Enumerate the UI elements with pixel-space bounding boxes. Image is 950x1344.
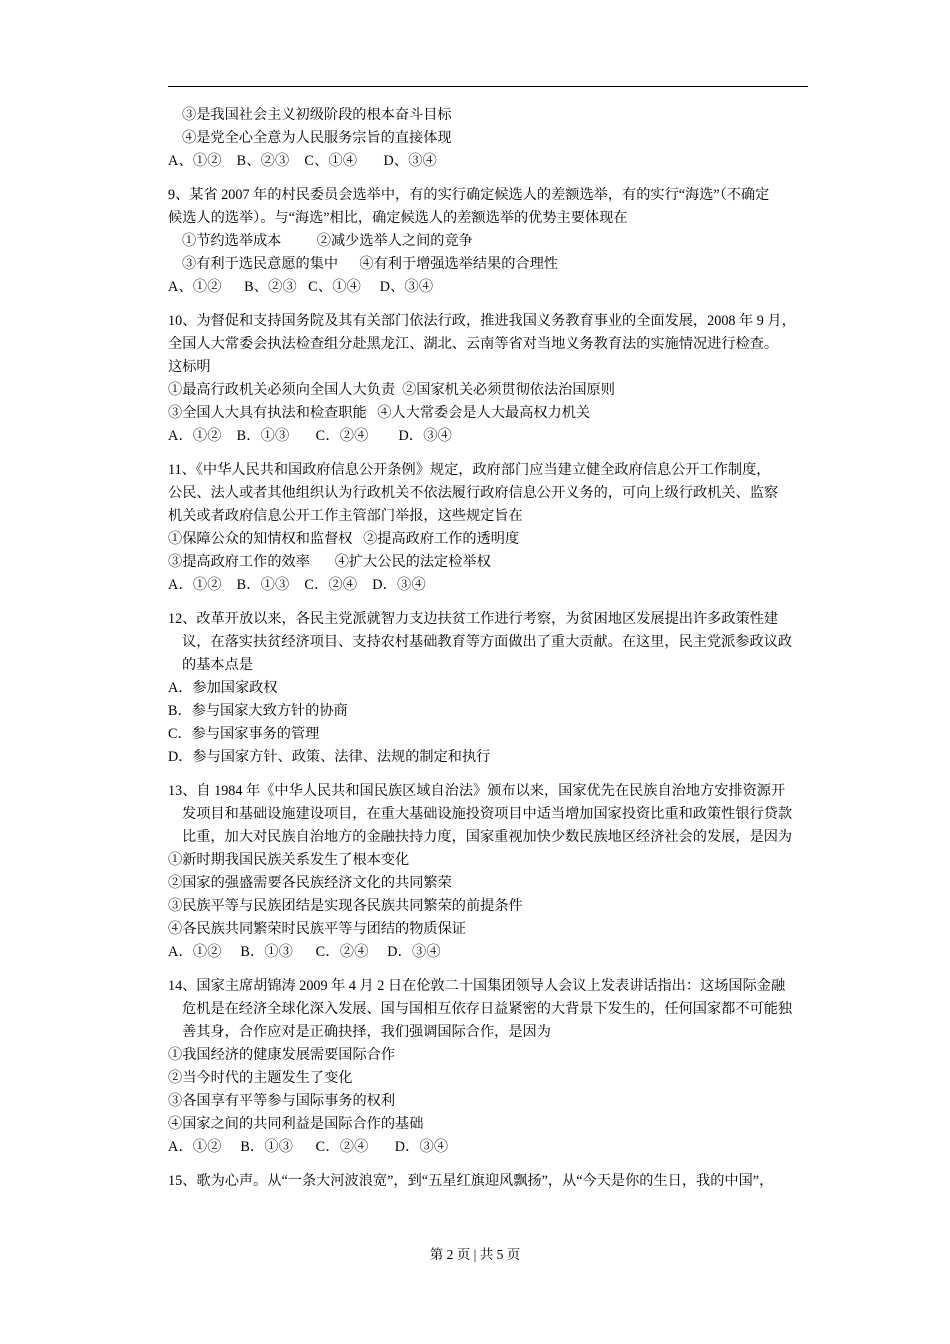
text-line: ③民族平等与民族团结是实现各民族共同繁荣的前提条件 xyxy=(168,898,523,914)
text-line: ④是党全心全意为人民服务宗旨的直接体现 xyxy=(182,130,452,146)
text-line: ①新时期我国民族关系发生了根本变化 xyxy=(168,852,410,868)
answer-options: A．①② B．①③ C．②④ D．③④ xyxy=(168,1139,449,1155)
spacer xyxy=(168,302,816,310)
question-12 xyxy=(168,608,816,769)
spacer xyxy=(168,1162,816,1170)
spacer xyxy=(168,967,816,975)
text-line: ②当今时代的主题发生了变化 xyxy=(168,1070,353,1086)
text-line: 13、自 1984 年《中华人民共和国民族区域自治法》颁布以来，国家优先在民族自治地方安排资源开 xyxy=(168,783,786,799)
answer-option-b: B．参与国家大致方针的协商 xyxy=(168,703,348,719)
text-line: 比重，加大对民族自治地方的金融扶持力度，国家重视加快少数民族地区经济社会的发展，是因为 xyxy=(182,829,793,845)
text-line: 发项目和基础设施建设项目，在重大基础设施投资项目中适当增加国家投资比重和政策性银行贷款 xyxy=(182,806,793,822)
answer-options: A、①② B、②③ C、①④ D、③④ xyxy=(168,153,438,169)
carryover-options xyxy=(168,104,816,173)
answer-options: A．①② B．①③ C．②④ D．③④ xyxy=(168,428,453,444)
text-line: 9、某省 2007 年的村民委员会选举中，有的实行确定候选人的差额选举，有的实行“海选”（不确定 xyxy=(168,187,770,203)
question-13 xyxy=(168,780,816,964)
spacer xyxy=(168,772,816,780)
answer-options: A．①② B．①③ C．②④ D．③④ xyxy=(168,577,426,593)
text-line: 候选人的选举）。与“海选”相比，确定候选人的差额选举的优势主要体现在 xyxy=(168,210,628,226)
text-line: 10、为督促和支持国务院及其有关部门依法行政，推进我国义务教育事业的全面发展，2008 年 9 月， xyxy=(168,313,796,329)
text-line: 14、国家主席胡锦涛 2009 年 4 月 2 日在伦敦二十国集团领导人会议上发表讲话指出：这场国际金融 xyxy=(168,978,786,994)
text-line: ③各国享有平等参与国际事务的权利 xyxy=(168,1093,396,1109)
spacer xyxy=(168,451,816,459)
text-line: ①最高行政机关必须向全国人大负责 ②国家机关必须贯彻依法治国原则 xyxy=(168,382,615,398)
text-line: ②国家的强盛需要各民族经济文化的共同繁荣 xyxy=(168,875,452,891)
text-line: 11、《中华人民共和国政府信息公开条例》规定，政府部门应当建立健全政府信息公开工作制度， xyxy=(168,462,771,478)
answer-options: A、①② B、②③ C、①④ D、③④ xyxy=(168,279,434,295)
text-line: 全国人大常委会执法检查组分赴黑龙江、湖北、云南等省对当地义务教育法的实施情况进行检查。 xyxy=(168,336,779,352)
text-line: 危机是在经济全球化深入发展、国与国相互依存日益紧密的大背景下发生的，任何国家都不可能独 xyxy=(182,1001,793,1017)
question-10 xyxy=(168,310,816,448)
text-line: ①我国经济的健康发展需要国际合作 xyxy=(168,1047,396,1063)
question-15 xyxy=(168,1170,816,1193)
text-line: 善其身，合作应对是正确抉择，我们强调国际合作，是因为 xyxy=(182,1024,551,1040)
text-line: ①保障公众的知情权和监督权 ②提高政府工作的透明度 xyxy=(168,531,520,547)
text-line: 这标明 xyxy=(168,359,211,375)
answer-options: A．①② B．①③ C．②④ D．③④ xyxy=(168,944,441,960)
text-line: 议，在落实扶贫经济项目、支持农村基础教育等方面做出了重大贡献。在这里，民主党派参政议政 xyxy=(182,634,793,650)
spacer xyxy=(168,176,816,184)
header-divider xyxy=(168,86,808,87)
page-content xyxy=(168,104,816,1196)
answer-option-a: A．参加国家政权 xyxy=(168,680,278,696)
text-line: ④各民族共同繁荣时民族平等与团结的物质保证 xyxy=(168,921,466,937)
text-line: ③全国人大具有执法和检查职能 ④人大常委会是人大最高权力机关 xyxy=(168,405,591,421)
text-line: 机关或者政府信息公开工作主管部门举报，这些规定旨在 xyxy=(168,508,523,524)
page-footer: 第 2 页 | 共 5 页 xyxy=(429,1247,521,1262)
question-11 xyxy=(168,459,816,597)
spacer xyxy=(168,600,816,608)
text-line: 公民、法人或者其他组织认为行政机关不依法履行政府信息公开义务的，可向上级行政机关、监察 xyxy=(168,485,779,501)
text-line: ④国家之间的共同利益是国际合作的基础 xyxy=(168,1116,424,1132)
question-14 xyxy=(168,975,816,1159)
text-line: ③提高政府工作的效率 ④扩大公民的法定检举权 xyxy=(168,554,491,570)
answer-option-c: C．参与国家事务的管理 xyxy=(168,726,320,742)
text-line: 12、改革开放以来，各民主党派就智力支边扶贫工作进行考察，为贫困地区发展提出许多政策性建 xyxy=(168,611,779,627)
text-line: ③有利于选民意愿的集中 ④有利于增强选举结果的合理性 xyxy=(182,256,558,272)
text-line: 的基本点是 xyxy=(182,657,253,673)
text-line: ③是我国社会主义初级阶段的根本奋斗目标 xyxy=(182,107,452,123)
text-line: ①节约选举成本 ②减少选举人之间的竞争 xyxy=(182,233,473,249)
question-9 xyxy=(168,184,816,299)
text-line: 15、歌为心声。从“一条大河波浪宽”，到“五星红旗迎风飘扬”，从“今天是你的生日，我的中国”， xyxy=(168,1173,774,1189)
answer-option-d: D．参与国家方针、政策、法律、法规的制定和执行 xyxy=(168,749,491,765)
